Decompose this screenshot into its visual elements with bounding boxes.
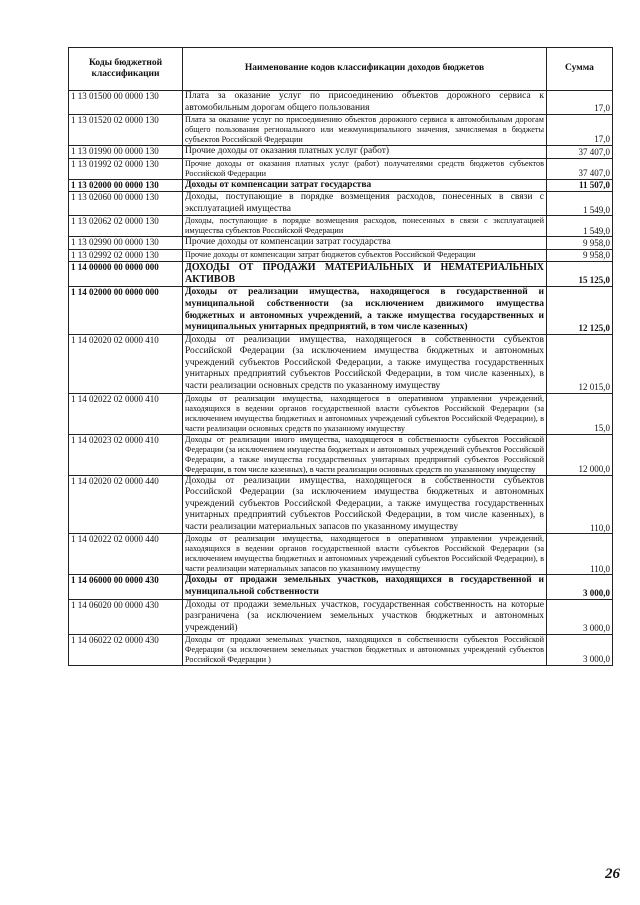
table-row [69,179,613,192]
row-code: 1 13 01520 02 0000 130 [69,115,183,146]
row-name: Доходы от продажи земельных участков, находящихся в государственной и муниципальной собственности [183,575,547,599]
row-name: Доходы от реализации имущества, находящегося в оперативном управлении учреждений, находящихся в ведении органов государственной власти субъектов Российской Федерации (за исключением имущества бюджетных и автономных учреждений субъектов Российской Федерации), в части реализации основных средств по указанному имуществу [183,393,547,434]
table-row [69,475,613,534]
row-name: Доходы от реализации имущества, находящегося в оперативном управлении учреждений, находящихся в ведении органов государственной власти субъектов Российской Федерации (за исключением имущества бюджетных и автономных учреждений субъектов Российской Федерации), в части реализации материальных запасов по указанному имуществу [183,534,547,575]
row-name: Плата за оказание услуг по присоединению объектов дорожного сервиса к автомобильным дорогам общего пользования регионального или межмуниципального значения, зачисляемая в бюджеты субъектов Российской Федерации [183,115,547,146]
row-code: 1 13 02060 00 0000 130 [69,192,183,216]
row-sum: 110,0 [547,534,613,575]
row-code: 1 14 02020 02 0000 440 [69,475,183,534]
table-row [69,158,613,179]
row-code: 1 13 02990 00 0000 130 [69,237,183,250]
row-name: Прочие доходы от компенсации затрат государства [183,237,547,250]
row-name: Доходы от реализации имущества, находящегося в собственности субъектов Российской Федерации (за исключением имущества бюджетных и автономных учреждений субъектов Российской Федерации, а также имущества государственных унитарных предприятий субъектов Российской Федерации, в том числе казенных), в части реализации материальных запасов по указанному имуществу [183,475,547,534]
table-row [69,250,613,262]
row-sum: 11 507,0 [547,179,613,192]
table-row [69,287,613,334]
header-name: Наименование кодов классификации доходов бюджетов [183,48,547,91]
row-name: ДОХОДЫ ОТ ПРОДАЖИ МАТЕРИАЛЬНЫХ И НЕМАТЕРИАЛЬНЫХ АКТИВОВ [183,262,547,287]
row-sum: 17,0 [547,91,613,115]
row-name: Доходы от компенсации затрат государства [183,179,547,192]
row-sum: 3 000,0 [547,575,613,599]
table-header-row [69,48,613,91]
table-row [69,216,613,237]
row-sum: 9 958,0 [547,250,613,262]
row-code: 1 13 02992 02 0000 130 [69,250,183,262]
row-name: Доходы от продажи земельных участков, находящихся в собственности субъектов Российской Федерации (за исключением земельных участков бюджетных и автономных учреждений субъектов Российской Федерации ) [183,635,547,666]
row-sum: 17,0 [547,115,613,146]
row-code: 1 14 00000 00 0000 000 [69,262,183,287]
row-sum: 1 549,0 [547,216,613,237]
row-code: 1 13 02062 02 0000 130 [69,216,183,237]
row-code: 1 13 01500 00 0000 130 [69,91,183,115]
row-sum: 3 000,0 [547,599,613,635]
header-sum: Сумма [547,48,613,91]
row-sum: 37 407,0 [547,158,613,179]
row-name: Доходы, поступающие в порядке возмещения расходов, понесенных в связи с эксплуатацией имущества субъектов Российской Федерации [183,216,547,237]
row-code: 1 13 02000 00 0000 130 [69,179,183,192]
table-row [69,434,613,475]
row-name: Доходы, поступающие в порядке возмещения расходов, понесенных в связи с эксплуатацией имущества [183,192,547,216]
row-name: Плата за оказание услуг по присоединению объектов дорожного сервиса к автомобильным дорогам общего пользования [183,91,547,115]
row-name: Доходы от реализации имущества, находящегося в собственности субъектов Российской Федерации (за исключением имущества бюджетных и автономных учреждений субъектов Российской Федерации, а также имущества государственных унитарных предприятий субъектов Российской Федерации, в том числе казенных), в части реализации основных средств по указанному имуществу [183,334,547,393]
table-row [69,192,613,216]
table-row [69,635,613,666]
row-sum: 37 407,0 [547,146,613,159]
header-code: Коды бюджетной классификации [69,48,183,91]
table-row [69,393,613,434]
row-sum: 1 549,0 [547,192,613,216]
row-sum: 15 125,0 [547,262,613,287]
budget-revenue-table [68,47,613,666]
row-name: Прочие доходы от оказания платных услуг (работ) [183,146,547,159]
row-sum: 9 958,0 [547,237,613,250]
row-code: 1 14 02020 02 0000 410 [69,334,183,393]
row-name: Доходы от реализации иного имущества, находящегося в собственности субъектов Российской Федерации (за исключением имущества бюджетных и автономных учреждений субъектов Российской Федерации, а также имущества государственных унитарных предприятий субъектов Российской Федерации, в том числе казенных), в части реализации основных средств по указанному имуществу [183,434,547,475]
row-sum: 110,0 [547,475,613,534]
row-sum: 3 000,0 [547,635,613,666]
row-name: Доходы от продажи земельных участков, государственная собственность на которые разграничена (за исключением земельных участков бюджетных и автономных учреждений) [183,599,547,635]
row-name: Прочие доходы от оказания платных услуг (работ) получателями средств бюджетов субъектов Российской Федерации [183,158,547,179]
table-row [69,237,613,250]
page-number: 26 [605,866,620,882]
row-code: 1 14 02022 02 0000 440 [69,534,183,575]
row-code: 1 14 06020 00 0000 430 [69,599,183,635]
row-code: 1 14 02022 02 0000 410 [69,393,183,434]
row-sum: 12 000,0 [547,434,613,475]
row-code: 1 13 01992 02 0000 130 [69,158,183,179]
row-sum: 12 015,0 [547,334,613,393]
table-row [69,91,613,115]
table-row [69,575,613,599]
row-sum: 15,0 [547,393,613,434]
table-row [69,146,613,159]
row-sum: 12 125,0 [547,287,613,334]
row-name: Прочие доходы от компенсации затрат бюджетов субъектов Российской Федерации [183,250,547,262]
row-code: 1 14 06000 00 0000 430 [69,575,183,599]
row-code: 1 13 01990 00 0000 130 [69,146,183,159]
table-row [69,262,613,287]
table-row [69,534,613,575]
table-row [69,599,613,635]
row-name: Доходы от реализации имущества, находящегося в государственной и муниципальной собственности (за исключением движимого имущества бюджетных и автономных учреждений, а также имущества государственных и муниципальных унитарных предприятий, в том числе казенных) [183,287,547,334]
table-row [69,115,613,146]
table-row [69,334,613,393]
row-code: 1 14 02000 00 0000 000 [69,287,183,334]
row-code: 1 14 06022 02 0000 430 [69,635,183,666]
row-code: 1 14 02023 02 0000 410 [69,434,183,475]
